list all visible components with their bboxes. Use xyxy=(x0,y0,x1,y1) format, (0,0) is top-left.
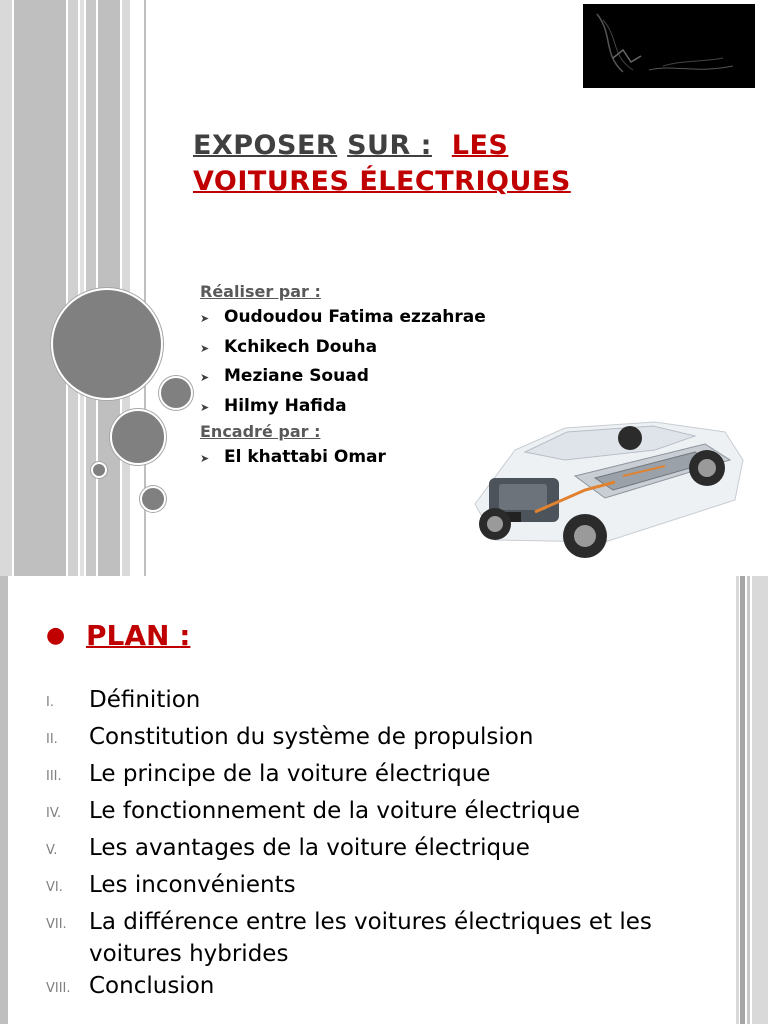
author-name: Kchikech Douha xyxy=(224,336,378,357)
item-text: La différence entre les voitures électriques et les voitures hybrides xyxy=(89,909,652,967)
author-item xyxy=(200,333,486,363)
decor-stripe xyxy=(0,576,8,1024)
logo-image xyxy=(583,4,755,88)
list-item xyxy=(46,795,726,832)
realised-by-label: Réaliser par : xyxy=(200,282,321,301)
item-number: VI. xyxy=(46,880,63,895)
decor-stripe xyxy=(0,0,12,576)
item-text: Les inconvénients xyxy=(89,872,296,898)
author-item xyxy=(200,392,486,422)
item-number: VII. xyxy=(46,917,67,932)
item-text: Les avantages de la voiture électrique xyxy=(89,835,530,861)
plan-list xyxy=(46,684,726,1007)
item-number: V. xyxy=(46,843,58,858)
decor-stripe xyxy=(68,0,78,576)
decor-stripe xyxy=(14,0,66,576)
decor-stripe xyxy=(740,576,745,1024)
decor-circle xyxy=(110,409,166,465)
decor-circle xyxy=(140,486,166,512)
list-item xyxy=(46,684,726,721)
arrow-bullet-icon: ➤ xyxy=(200,312,210,325)
list-item xyxy=(46,906,666,970)
decor-stripe xyxy=(752,576,768,1024)
arrow-bullet-icon: ➤ xyxy=(200,452,210,465)
plan-heading xyxy=(46,616,190,656)
list-item xyxy=(46,970,726,1007)
decor-circle xyxy=(159,376,193,410)
list-item xyxy=(46,832,726,869)
author-name: Meziane Souad xyxy=(224,366,369,386)
item-number: VIII. xyxy=(46,981,71,996)
credits-block xyxy=(200,281,486,473)
author-name: Oudoudou Fatima ezzahrae xyxy=(224,307,486,327)
item-text: Constitution du système de propulsion xyxy=(89,724,534,750)
plan-slide xyxy=(0,576,768,1024)
item-text: Le principe de la voiture électrique xyxy=(89,761,491,787)
item-text: Définition xyxy=(89,687,201,713)
list-item xyxy=(46,758,726,795)
item-text: Le fonctionnement de la voiture électrique xyxy=(89,798,580,824)
item-number: I. xyxy=(46,695,54,710)
decor-stripe xyxy=(747,576,750,1024)
bullet-icon: ● xyxy=(46,623,66,648)
decor-stripe xyxy=(80,0,84,576)
plan-title: PLAN : xyxy=(86,619,191,652)
list-item xyxy=(46,869,726,906)
item-text: Conclusion xyxy=(89,973,215,999)
electric-car-chassis-image xyxy=(455,420,745,566)
author-item xyxy=(200,303,486,333)
decor-circle xyxy=(91,462,107,478)
item-number: IV. xyxy=(46,806,62,821)
decor-stripe xyxy=(122,0,130,576)
decor-stripe xyxy=(86,0,96,576)
supervisor-name: El khattabi Omar xyxy=(224,447,386,467)
arrow-bullet-icon: ➤ xyxy=(200,341,210,355)
supervisor-item xyxy=(200,443,486,473)
arrow-bullet-icon: ➤ xyxy=(200,371,210,384)
list-item xyxy=(46,721,726,758)
item-number: III. xyxy=(46,769,62,784)
author-item xyxy=(200,362,486,392)
logo-graphic xyxy=(583,4,755,88)
title-part-voitures: VOITURES ÉLECTRIQUES xyxy=(193,166,571,197)
supervised-by-label: Encadré par : xyxy=(200,422,321,441)
decor-stripe xyxy=(736,576,739,1024)
slide-title xyxy=(193,128,693,200)
arrow-bullet-icon: ➤ xyxy=(200,400,210,414)
title-part-les: LES xyxy=(451,130,509,161)
decor-circle xyxy=(51,288,163,400)
title-part-sur: SUR : xyxy=(347,130,432,161)
author-name: Hilmy Hafida xyxy=(224,395,347,416)
title-part-exposer: EXPOSER xyxy=(193,130,338,161)
item-number: II. xyxy=(46,732,58,747)
